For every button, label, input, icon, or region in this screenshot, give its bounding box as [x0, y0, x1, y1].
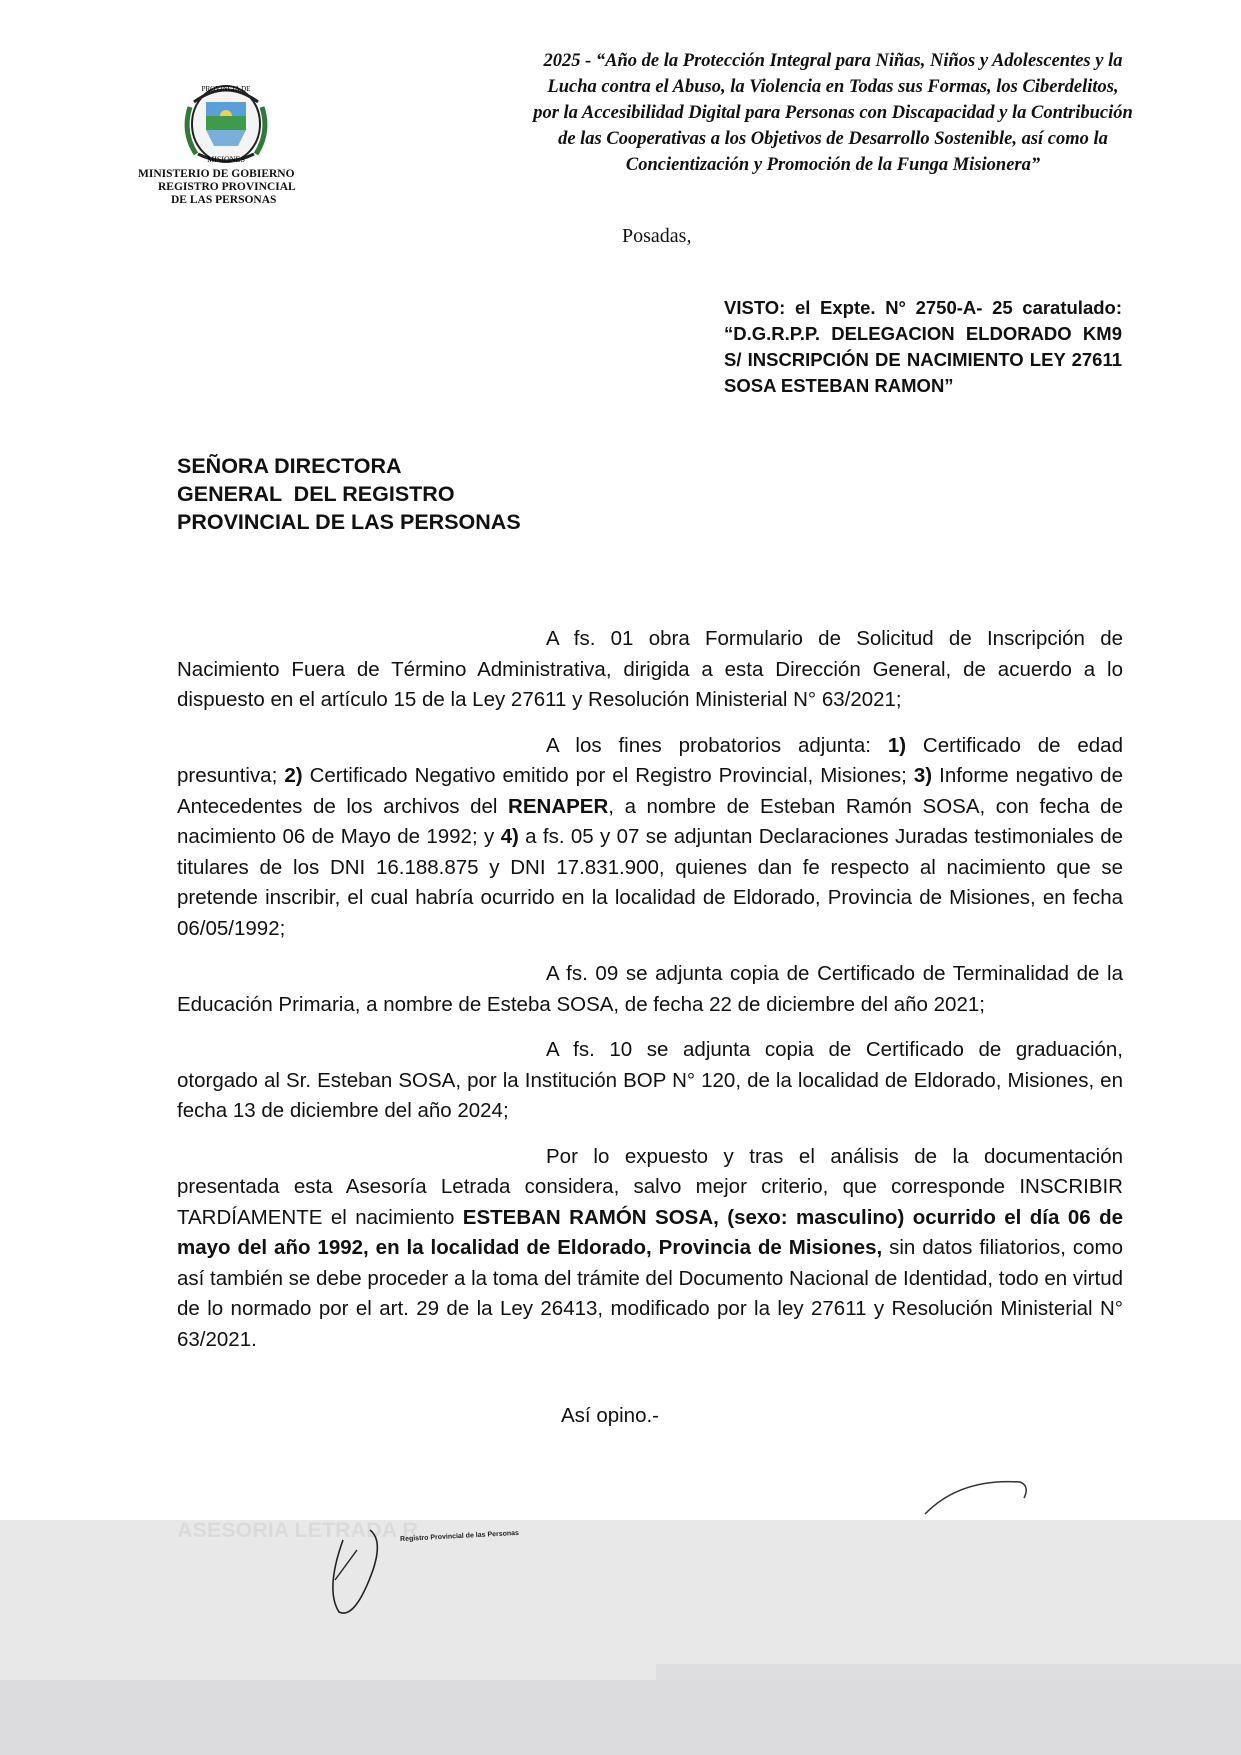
text-span: Por lo expuesto y tras el análisis de la documentación presentada esta Asesoría Letrada considera, salvo mejor criterio, que corresponde INSCRIBIR TARDÍAMENTE el nacimiento — [177, 1144, 1123, 1229]
text-span: a fs. 05 y 07 se adjuntan Declaraciones Juradas testimoniales de titulares de los DNI 16.188.875 y DNI 17.831.900, quienes dan fe respecto al nacimiento que se pretende inscribir, el cual habría ocurrido en la localidad de Eldorado, Provincia de Misiones, en fecha 06/05/1992; — [177, 825, 1124, 940]
overlay-band — [656, 1664, 1241, 1680]
item-number: 3) — [913, 764, 933, 787]
text-span: sin datos filiatorios, como así también se debe proceder a la toma del trámite del Documento Nacional de Identidad, todo en virtud de lo normado por el art. 29 de la Ley 26413, modificado por la ley 27611 y Resolución Ministerial N° 63/2021. — [177, 1236, 1123, 1351]
addressee-line: GENERAL DEL REGISTRO — [177, 482, 455, 506]
crest-bottom-text: MISIONES — [207, 155, 245, 164]
paragraph-fs01: A fs. 01 obra Formulario de Solicitud de Inscripción de Nacimiento Fuera de Término Administrativa, dirigida a esta Dirección General, de acuerdo a lo dispuesto en el artículo 15 de la Ley 27611 y Resolución Ministerial N° 63/2021; — [177, 627, 1123, 711]
overlay-band — [0, 1680, 1241, 1755]
addressee-block — [177, 452, 677, 536]
bold-conclusion: ESTEBAN RAMÓN SOSA, (sexo: masculino) ocurrido el día 06 de mayo del año 1992, en la localidad de Eldorado, Provincia de Misiones, — [177, 1205, 1123, 1259]
item-number: 1) — [887, 733, 907, 757]
document-body — [177, 624, 1123, 1370]
addressee-line: SEÑORA DIRECTORA — [177, 454, 402, 478]
item-number: 4) — [500, 825, 519, 848]
provincial-crest-icon — [176, 72, 276, 172]
motto-line: de las Cooperativas a los Objetivos de Desarrollo Sostenible, así como la — [558, 129, 1108, 149]
paragraph-fs09: A fs. 09 se adjunta copia de Certificado de Terminalidad de la Educación Primaria, a nombre de Esteba SOSA, de fecha 22 de diciembre del año 2021; — [177, 962, 1123, 1016]
stamp-text: Registro Provincial de las Personas — [399, 1529, 520, 1544]
text-span: , a nombre de Esteban Ramón SOSA, con fecha de nacimiento 06 de Mayo de 1992; y — [177, 794, 1123, 848]
text-span: Certificado de edad presuntiva; — [177, 733, 1123, 787]
text-span: Informe negativo de Antecedentes de los archivos del — [177, 764, 1123, 818]
signature-stroke-icon — [920, 1476, 1040, 1516]
paragraph-evidence — [177, 731, 1123, 945]
ministry-line: DE LAS PERSONAS — [171, 194, 277, 206]
motto-line: 2025 - “Año de la Protección Integral para Niñas, Niños y Adolescentes y la — [543, 51, 1123, 71]
visto-block: VISTO: el Expte. N° 2750-A- 25 caratulado: “D.G.R.P.P. DELEGACION ELDORADO KM9 S/ INSCRIPCIÓN DE NACIMIENTO LEY 27611 SOSA ESTEBAN RAMON” — [724, 297, 1122, 396]
motto-line: por la Accesibilidad Digital para Personas con Discapacidad y la Contribución — [533, 103, 1133, 123]
closing-line: Así opino.- — [561, 1404, 659, 1427]
renaper-label: RENAPER — [508, 794, 609, 818]
text-span: Certificado Negativo emitido por el Registro Provincial, Misiones; — [302, 764, 914, 787]
motto-line: Concientización y Promoción de la Funga Misionera” — [625, 155, 1041, 175]
year-motto — [488, 48, 1178, 178]
crest-top-text: PROVINCIA DE — [201, 85, 251, 93]
addressee-line: PROVINCIAL DE LAS PERSONAS — [177, 510, 521, 534]
ministry-line: REGISTRO PROVINCIAL — [158, 181, 296, 193]
text-span: A los fines probatorios adjunta: — [546, 733, 888, 757]
place-date: Posadas, — [622, 225, 692, 247]
paragraph-conclusion — [177, 1142, 1123, 1356]
item-number: 2) — [284, 764, 303, 787]
ministry-line: MINISTERIO DE GOBIERNO — [138, 168, 295, 180]
ministry-heading — [138, 168, 338, 207]
paragraph-fs10: A fs. 10 se adjunta copia de Certificado de graduación, otorgado al Sr. Esteban SOSA, por la Institución BOP N° 120, de la localidad de Eldorado, Misiones, en fecha 13 de diciembre del año 2024; — [177, 1038, 1123, 1122]
motto-line: Lucha contra el Abuso, la Violencia en Todas sus Formas, los Ciberdelitos, — [547, 77, 1119, 97]
